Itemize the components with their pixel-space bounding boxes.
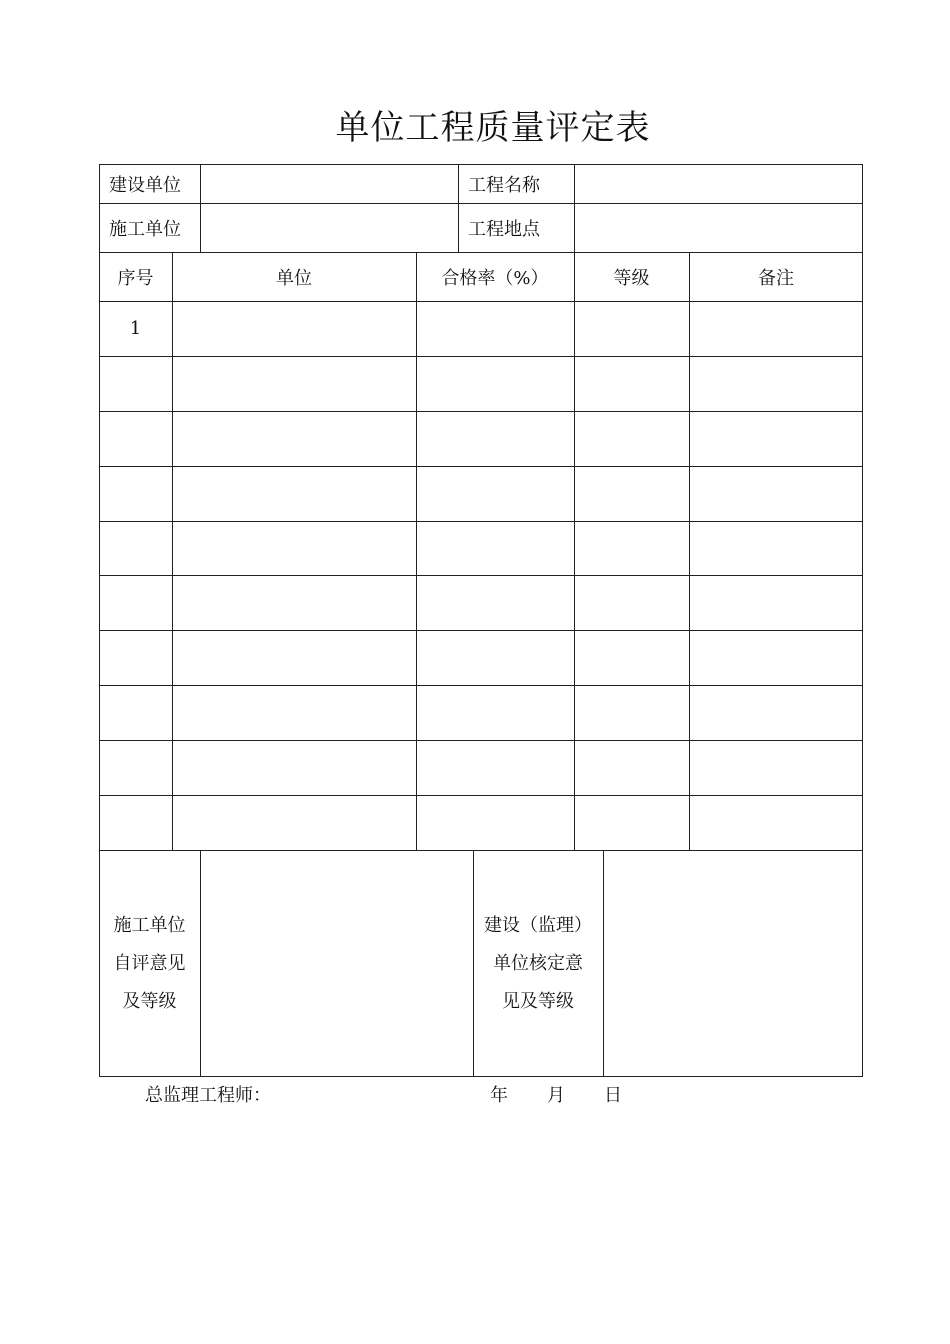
table-row-index <box>99 795 172 850</box>
divider <box>416 252 417 851</box>
divider <box>99 521 863 522</box>
project-location-field[interactable] <box>574 203 863 253</box>
verification-field[interactable] <box>603 850 863 1077</box>
evaluation-table <box>99 252 863 851</box>
table-row-index <box>99 630 172 685</box>
divider <box>574 252 575 851</box>
column-header-pass-rate: 合格率（%） <box>441 267 549 289</box>
project-name-field[interactable] <box>574 164 863 203</box>
table-row-index <box>99 521 172 575</box>
table-row-index: 1 <box>129 318 142 339</box>
divider <box>689 252 690 851</box>
construction-unit-label: 施工单位 <box>109 219 181 240</box>
self-assessment-field[interactable] <box>200 850 473 1077</box>
column-header-grade: 等级 <box>613 267 650 289</box>
column-header-remarks: 备注 <box>758 267 794 289</box>
build-unit-field[interactable] <box>200 164 458 203</box>
column-header-unit: 单位 <box>276 267 312 289</box>
date-day-label: 日 <box>604 1085 622 1106</box>
verification-label-line: 单位核定意 <box>493 952 583 974</box>
self-assessment-label-line: 自评意见 <box>113 952 186 974</box>
verification-label <box>473 850 603 1077</box>
divider <box>99 575 863 576</box>
verification-label-line: 建设（监理） <box>484 914 592 936</box>
table-row-index <box>99 466 172 521</box>
construction-unit-field[interactable] <box>200 203 458 253</box>
table-row-index <box>99 356 172 411</box>
divider <box>99 740 863 741</box>
divider <box>99 795 863 796</box>
table-row-index <box>99 575 172 630</box>
divider <box>99 301 863 302</box>
divider <box>99 466 863 467</box>
table-row-index <box>99 411 172 466</box>
date-year-label: 年 <box>490 1085 508 1106</box>
project-location-label: 工程地点 <box>468 219 540 240</box>
date-month-label: 月 <box>547 1085 565 1106</box>
table-row-index <box>99 685 172 740</box>
table-row-index <box>99 740 172 795</box>
divider <box>99 685 863 686</box>
verification-label-line: 见及等级 <box>502 990 574 1012</box>
chief-engineer-label: 总监理工程师： <box>145 1085 271 1106</box>
page-title: 单位工程质量评定表 <box>335 108 651 148</box>
divider <box>99 411 863 412</box>
divider <box>99 630 863 631</box>
column-header-index: 序号 <box>117 267 154 289</box>
divider <box>172 252 173 851</box>
self-assessment-label <box>99 850 200 1077</box>
self-assessment-label-line: 及等级 <box>122 990 177 1012</box>
divider <box>99 356 863 357</box>
self-assessment-label-line: 施工单位 <box>113 914 186 936</box>
build-unit-label: 建设单位 <box>109 174 181 196</box>
project-name-label: 工程名称 <box>468 174 540 196</box>
